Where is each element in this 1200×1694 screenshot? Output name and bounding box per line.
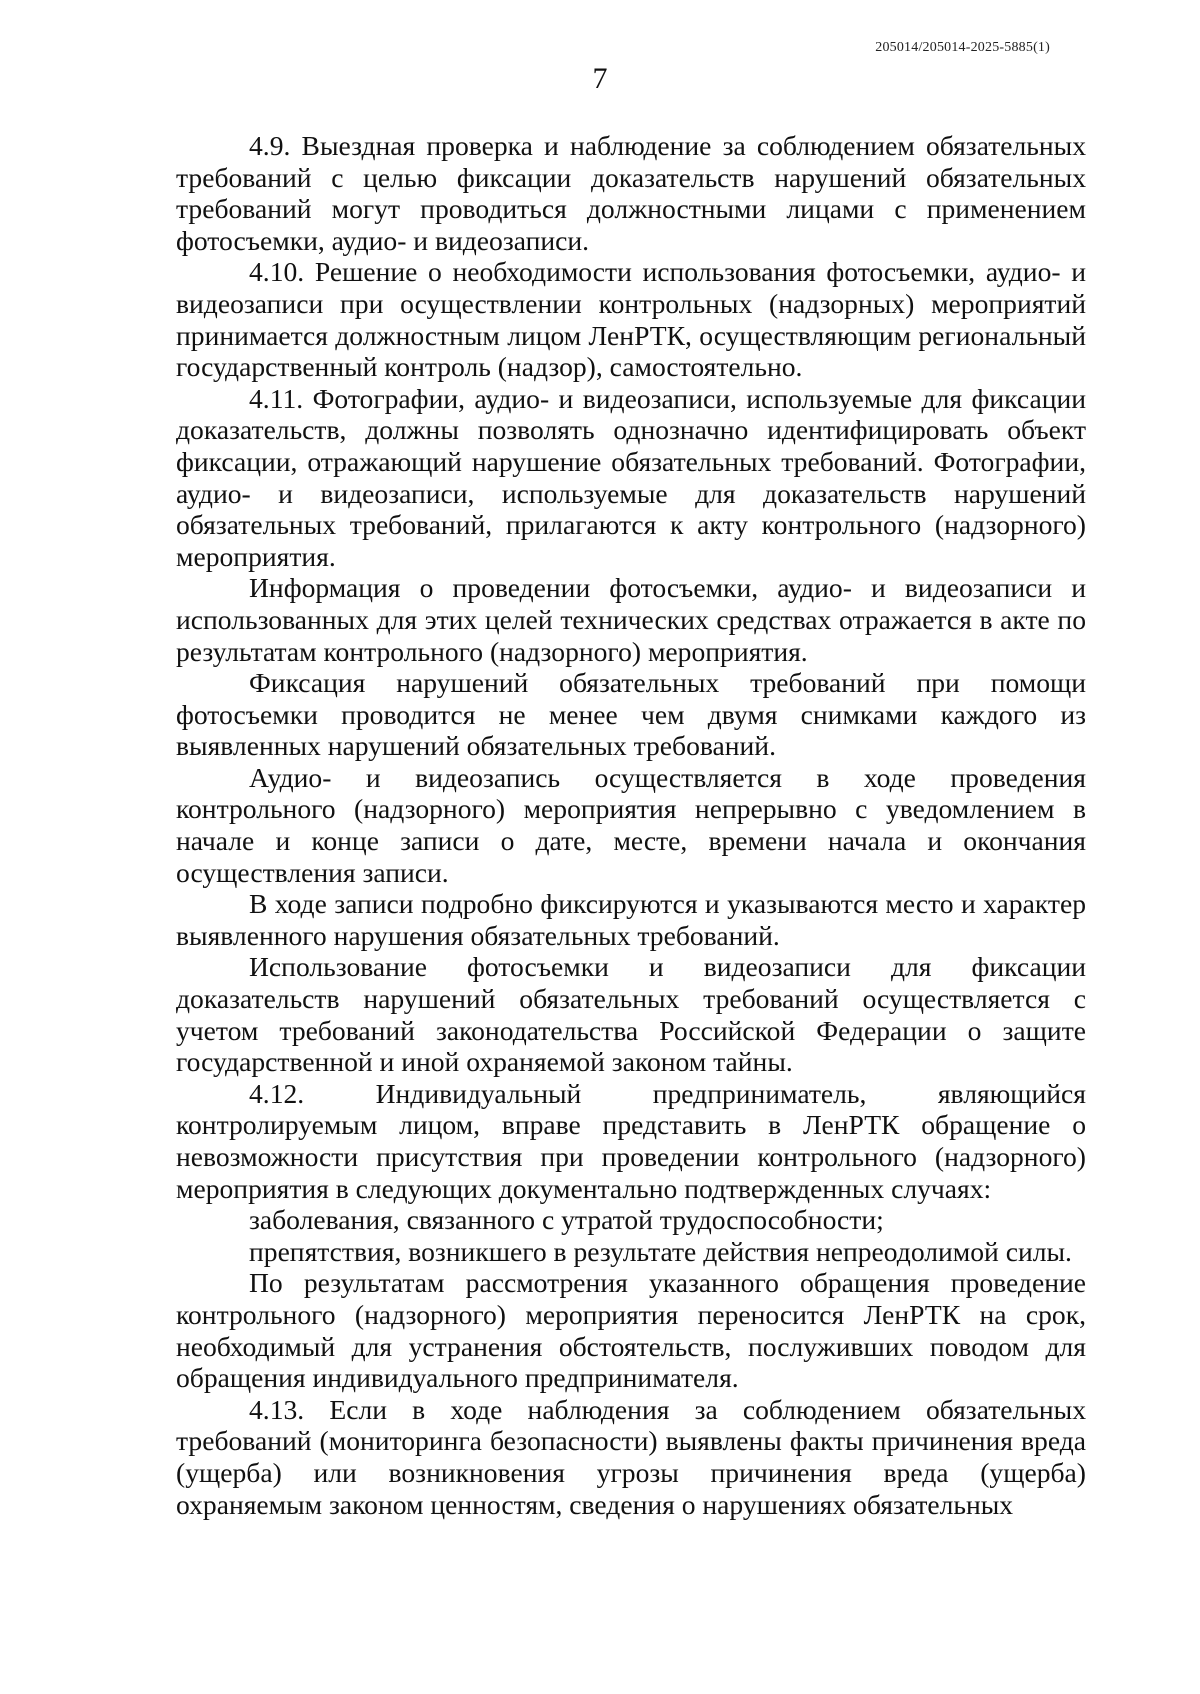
- page-number: 7: [592, 62, 608, 95]
- paragraph-4-10: 4.10. Решение о необходимости использования фотосъемки, аудио- и видеозаписи при осуществлении контрольных (надзорных) мероприятий принимается должностным лицом ЛенРТК, осуществляющим региональный государственный контроль (надзор), самостоятельно.: [176, 256, 1086, 383]
- paragraph-photo-info: Информация о проведении фотосъемки, аудио- и видеозаписи и использованных для этих целей технических средствах отражается в акте по результатам контрольного (надзорного) мероприятия.: [176, 572, 1086, 667]
- paragraph-audio-video: Аудио- и видеозапись осуществляется в ходе проведения контрольного (надзорного) мероприятия непрерывно с уведомлением в начале и конце записи о дате, месте, времени начала и окончания осуществления записи.: [176, 761, 1086, 888]
- paragraph-4-13: 4.13. Если в ходе наблюдения за соблюдением обязательных требований (мониторинга безопасности) выявлены факты причинения вреда (ущерба) или возникновения угрозы причинения вреда (ущерба) охраняемым законом ценностям, сведения о нарушениях обязательных: [176, 1393, 1086, 1520]
- document-id: 205014/205014-2025-5885(1): [875, 40, 1050, 55]
- paragraph-4-11: 4.11. Фотографии, аудио- и видеозаписи, используемые для фиксации доказательств, должны позволять однозначно идентифицировать объект фиксации, отражающий нарушение обязательных требований. Фотографии, аудио- и видеозаписи, используемые для доказательств нарушений обязательных требований, прилагаются к акту контрольного (надзорного) мероприятия.: [176, 382, 1086, 572]
- list-item-force-majeure: препятствия, возникшего в результате действия непреодолимой силы.: [249, 1235, 1072, 1267]
- paragraph-legal-requirements: Использование фотосъемки и видеозаписи для фиксации доказательств нарушений обязательных требований осуществляется с учетом требований законодательства Российской Федерации о защите государственной и иной охраняемой законом тайны.: [176, 951, 1086, 1078]
- paragraph-photo-fixation: Фиксация нарушений обязательных требований при помощи фотосъемки проводится не менее чем двумя снимками каждого из выявленных нарушений обязательных требований.: [176, 667, 1086, 762]
- paragraph-4-9: 4.9. Выездная проверка и наблюдение за соблюдением обязательных требований с целью фиксации доказательств нарушений обязательных требований могут проводиться должностными лицами с применением фотосъемки, аудио- и видеозаписи.: [176, 130, 1086, 256]
- paragraph-postponement: По результатам рассмотрения указанного обращения проведение контрольного (надзорного) мероприятия переносится ЛенРТК на срок, необходимый для устранения обстоятельств, послуживших поводом для обращения индивидуального предпринимателя.: [176, 1267, 1086, 1394]
- document-body: [176, 130, 1086, 1520]
- paragraph-4-12: 4.12. Индивидуальный предприниматель, являющийся контролируемым лицом, вправе представить в ЛенРТК обращение о невозможности присутствия при проведении контрольного (надзорного) мероприятия в следующих документально подтвержденных случаях:: [176, 1077, 1086, 1204]
- list-item-illness: заболевания, связанного с утратой трудоспособности;: [249, 1204, 884, 1236]
- paragraph-recording-details: В ходе записи подробно фиксируются и указываются место и характер выявленного нарушения обязательных требований.: [176, 888, 1086, 951]
